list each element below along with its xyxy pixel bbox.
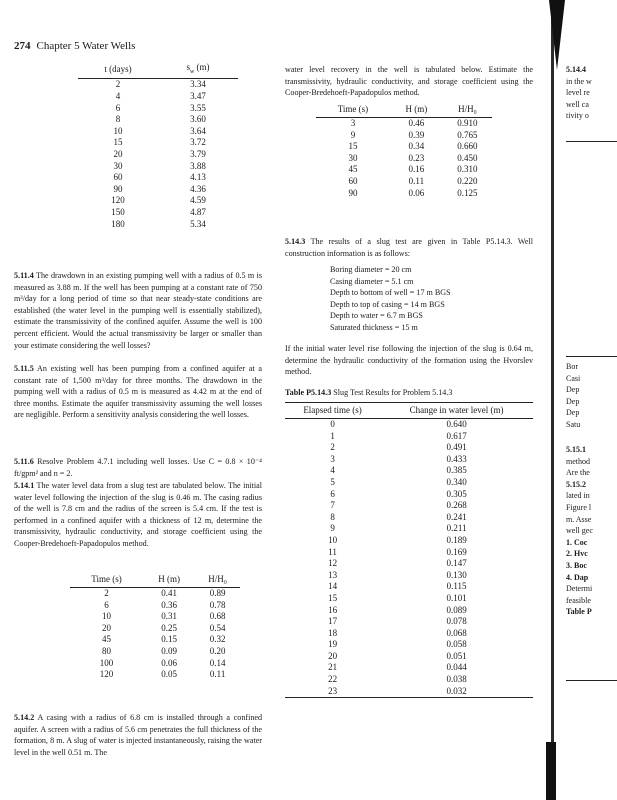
table-cell: 3.47 [190, 90, 206, 101]
problem-number: 5.11.4 [14, 271, 34, 280]
table-cell: 4.87 [190, 206, 206, 217]
table-cell: 0.450 [457, 152, 478, 163]
table-cell: 0.36 [161, 599, 178, 610]
next-page-line: in the w [566, 76, 592, 86]
table-cell: 0.16 [408, 164, 425, 175]
column-header: H (m) [143, 572, 195, 588]
problem-number: 5.11.6 [14, 457, 34, 466]
table-cell: 3.88 [190, 160, 206, 171]
table-cell: 0.06 [408, 187, 425, 198]
table-row [285, 651, 533, 663]
table-row [285, 547, 533, 559]
table-cell: 19 [328, 639, 338, 650]
problem-text: The drawdown in an existing pumping well with a radius of 0.5 m is measured as 3.88 m. If the well has been pumping at a constant rate of 750 m³/day for a long period of time so that near steady-state conditions are established (the water level in the pumping well is essentially stabilized), estimate the transmissivity of the confined aquifer. Assume the well is 100 percent efficient. Would the actual transmissivity be larger or smaller than your estimate considering the well losses? [14, 271, 262, 350]
table-cell: 20 [328, 650, 338, 661]
table-cell: 22 [328, 674, 338, 685]
binding-shadow-bottom [546, 742, 556, 800]
table-row [285, 686, 533, 698]
table-row [78, 184, 238, 196]
table-cell: 120 [111, 195, 125, 206]
table-row [285, 419, 533, 431]
next-page-line: 2. Hvc [566, 549, 588, 559]
problem-text: Resolve Problem 4.7.1 including well losses. Use C = 0.8 × 10⁻⁴ ft/gpm² and n = 2. [14, 457, 262, 478]
next-page-line: 1. Coc [566, 537, 588, 547]
table-cell: 0.038 [446, 674, 467, 685]
table-row [285, 535, 533, 547]
next-page-line: Table P [566, 607, 592, 617]
table-cell: 3.79 [190, 148, 206, 159]
table-cell: 3.64 [190, 125, 206, 136]
next-page-line: Satu [566, 419, 581, 429]
table-cell: 0.54 [209, 622, 226, 633]
next-page-rule [566, 356, 617, 357]
next-page-line: method [566, 456, 590, 466]
problem-5-14-3-continued: If the initial water level rise following the injection of the slug is 0.64 m, determine the hydraulic conductivity of the formation using the Hvorslev method. [285, 344, 533, 377]
table-row [78, 114, 238, 126]
column-header: t (days) [78, 62, 158, 79]
table-label: Table P5.14.3 [285, 388, 332, 397]
table-cell: 10 [113, 125, 123, 136]
next-page-line: m. Asse [566, 514, 592, 524]
table-cell: 5.34 [190, 218, 206, 229]
table-cell: 0.25 [161, 622, 178, 633]
table-row [285, 628, 533, 640]
column-header: H/H₀ [195, 572, 240, 588]
table-title: Slug Test Results for Problem 5.14.3 [333, 388, 453, 397]
construction-item: Saturated thickness = 15 m [330, 322, 418, 332]
table-row [70, 646, 240, 658]
table-row [285, 477, 533, 489]
next-page-line: well ca [566, 99, 589, 109]
next-page-line: 5.15.1 [566, 445, 586, 454]
table-cell: 80 [102, 645, 112, 656]
table-cell: 30 [348, 152, 358, 163]
next-page-line: well gec [566, 526, 593, 536]
construction-item: Boring diameter = 20 cm [330, 265, 412, 274]
table-cell: 0.044 [446, 662, 467, 673]
table-cell: 0.20 [209, 645, 226, 656]
construction-item: Depth to bottom of well = 17 m BGS [330, 288, 451, 298]
table-cell: 45 [348, 164, 358, 175]
table-row [285, 674, 533, 686]
table-cell: 4.13 [190, 172, 206, 183]
next-page-line: Dep [566, 385, 580, 395]
next-page-line: Figure l [566, 502, 592, 512]
table-cell: 8 [330, 511, 335, 522]
next-page-line: lated in [566, 491, 590, 501]
next-page-line: Casi [566, 373, 581, 383]
table-cell: 0.051 [446, 650, 467, 661]
table-cell: 0.125 [457, 187, 478, 198]
table-cell: 90 [113, 183, 123, 194]
drawdown-table [78, 62, 238, 230]
table-cell: 0.068 [446, 627, 467, 638]
problem-number: 5.14.3 [285, 237, 306, 246]
next-page-line: Bor [566, 362, 578, 371]
table-row [316, 153, 492, 165]
recovery-table [316, 102, 492, 199]
table-cell: 0.340 [446, 476, 467, 487]
table-cell: 10 [328, 534, 338, 545]
table-cell: 17 [328, 616, 338, 627]
table-cell: 15 [113, 137, 123, 148]
table-cell: 0.05 [161, 669, 178, 680]
table-row [316, 130, 492, 142]
table-cell: 0.09 [161, 645, 178, 656]
table-cell: 11 [328, 546, 337, 557]
table-cell: 1 [330, 430, 335, 441]
table-cell: 16 [328, 604, 338, 615]
table-cell: 0.169 [446, 546, 467, 557]
table-cell: 60 [113, 172, 123, 183]
next-page-rule [566, 141, 617, 142]
table-cell: 2 [115, 79, 121, 90]
table-cell: 6 [115, 102, 121, 113]
column-header: Time (s) [316, 102, 390, 118]
table-cell: 18 [328, 627, 338, 638]
problem-text: The water level data from a slug test are tabulated below. The initial water level following the injection of the slug is 0.46 m. The casing radius of the well is 7.8 cm and the radius of the screen is 5.4 cm. If the test is performed in a confined aquifer with a thickness of 12 m, determine the transmissivity, hydraulic conductivity, and storage coefficient using the Cooper-Bredehoeft-Papadopulos method. [14, 481, 262, 548]
table-cell: 0.14 [209, 657, 226, 668]
table-cell: 7 [330, 500, 335, 511]
table-cell: 4 [330, 465, 335, 476]
table-row [285, 605, 533, 617]
table-row [316, 176, 492, 188]
problem-number: 5.14.2 [14, 713, 35, 722]
table-cell: 0.115 [446, 581, 467, 592]
table-row [285, 465, 533, 477]
table-cell: 9 [350, 129, 356, 140]
table-row [78, 91, 238, 103]
next-page-line: 5.14.4 [566, 65, 586, 74]
table-cell: 10 [102, 611, 112, 622]
table-row [78, 195, 238, 207]
problem-5-11-4 [14, 270, 262, 351]
table-row [285, 616, 533, 628]
table-cell: 3.34 [190, 79, 206, 90]
table-row [70, 623, 240, 635]
table-cell: 14 [328, 581, 338, 592]
table-cell: 0 [330, 419, 335, 429]
table-row [285, 523, 533, 535]
table-cell: 9 [330, 523, 335, 534]
problem-number: 5.14.1 [14, 481, 35, 490]
next-page-line: Dep [566, 408, 580, 418]
column-header: Elapsed time (s) [285, 403, 380, 419]
table-row [70, 600, 240, 612]
table-cell: 3 [330, 453, 335, 464]
problem-number: 5.11.5 [14, 364, 34, 373]
column-header: H/H₀ [443, 102, 492, 118]
table-cell: 3.55 [190, 102, 206, 113]
problem-5-11-6 [14, 456, 262, 479]
next-page-line: 5.15.2 [566, 479, 586, 489]
table-cell: 0.89 [209, 588, 226, 598]
table-cell: 100 [99, 657, 114, 668]
table-cell: 0.617 [446, 430, 467, 441]
table-cell: 6 [330, 488, 335, 499]
table-row [78, 137, 238, 149]
table-row [285, 500, 533, 512]
table-row [78, 219, 238, 231]
page-gutter [551, 0, 554, 800]
table-cell: 0.058 [446, 639, 467, 650]
page-header [14, 40, 135, 52]
table-cell: 0.268 [446, 500, 467, 511]
next-page-lower-text [566, 444, 617, 618]
binding-shadow-top [549, 0, 565, 70]
table-cell: 0.385 [446, 465, 467, 476]
table-cell: 0.11 [408, 175, 425, 186]
table-cell: 0.640 [446, 419, 467, 429]
table-cell: 2 [330, 442, 335, 453]
continued-text: water level recovery in the well is tabulated below. Estimate the transmissivity, hydraulic conductivity, and storage coefficient using the Cooper-Bredehoeft-Papadopulos method. [285, 65, 533, 98]
column-header: Change in water level (m) [380, 403, 533, 419]
table-row [285, 489, 533, 501]
table-row [70, 588, 240, 600]
table-cell: 0.46 [408, 118, 425, 128]
next-page-list [566, 361, 617, 431]
table-cell: 0.032 [446, 685, 467, 696]
table-cell: 4 [115, 90, 121, 101]
table-row [78, 207, 238, 219]
table-row [285, 558, 533, 570]
table-row [316, 188, 492, 200]
table-cell: 0.78 [209, 599, 226, 610]
table-cell: 0.310 [457, 164, 478, 175]
table-row [70, 634, 240, 646]
table-caption [285, 387, 533, 399]
table-cell: 0.101 [446, 592, 467, 603]
table-row [316, 118, 492, 130]
next-page-line: Dep [566, 396, 580, 406]
next-page-top-text [566, 64, 617, 122]
table-cell: 0.34 [408, 141, 425, 152]
table-row [78, 126, 238, 138]
table-cell: 150 [111, 206, 125, 217]
table-cell: 0.078 [446, 616, 467, 627]
table-row [285, 570, 533, 582]
table-cell: 5 [330, 476, 335, 487]
table-row [78, 172, 238, 184]
table-cell: 0.31 [161, 611, 178, 622]
problem-5-14-3 [285, 236, 533, 259]
table-row [285, 662, 533, 674]
table-cell: 0.147 [446, 558, 467, 569]
column-header: Time (s) [70, 572, 143, 588]
table-cell: 0.089 [446, 604, 467, 615]
page-number: 274 [14, 40, 31, 52]
problem-text: A casing with a radius of 6.8 cm is installed through a confined aquifer. A screen with a radius of 5.6 cm penetrates the full thickness of the formation, 8 m. A slug of water is injected instantaneously, raising the water level in the well 0.51 m. The [14, 713, 263, 757]
construction-item: Depth to water = 6.7 m BGS [330, 311, 423, 321]
table-cell: 45 [102, 634, 112, 645]
table-cell: 0.23 [408, 152, 425, 163]
next-page-line: tivity o [566, 111, 589, 121]
construction-item: Depth to top of casing = 14 m BGS [330, 299, 445, 309]
table-cell: 2 [104, 588, 109, 598]
table-cell: 120 [99, 669, 114, 680]
table-row [316, 141, 492, 153]
table-row [78, 103, 238, 115]
table-cell: 21 [328, 662, 338, 673]
table-cell: 8 [115, 114, 121, 125]
next-page-line: Determi [566, 584, 593, 594]
table-cell: 60 [348, 175, 358, 186]
table-row [316, 164, 492, 176]
construction-item: Casing diameter = 5.1 cm [330, 276, 414, 286]
table-cell: 0.41 [161, 588, 178, 598]
table-cell: 6 [104, 599, 109, 610]
table-row [78, 149, 238, 161]
table-cell: 20 [113, 148, 123, 159]
table-cell: 0.189 [446, 534, 467, 545]
table-cell: 0.130 [446, 569, 467, 580]
problem-5-11-5 [14, 363, 262, 421]
table-row [70, 611, 240, 623]
table-cell: 4.59 [190, 195, 206, 206]
table-cell: 0.241 [446, 511, 467, 522]
table-cell: 3.60 [190, 114, 206, 125]
table-cell: 90 [348, 187, 358, 198]
table-cell: 15 [328, 592, 338, 603]
table-cell: 0.910 [457, 118, 478, 128]
well-construction-list [330, 264, 530, 334]
table-cell: 23 [328, 685, 338, 696]
table-row [285, 581, 533, 593]
next-page-line: 3. Boc [566, 560, 587, 570]
table-cell: 0.491 [446, 442, 467, 453]
table-row [78, 79, 238, 91]
table-cell: 15 [348, 141, 358, 152]
table-row [285, 639, 533, 651]
table-row [285, 431, 533, 443]
table-cell: 3.72 [190, 137, 206, 148]
next-page-line: level re [566, 88, 590, 98]
next-page-line: feasible [566, 595, 591, 605]
problem-text: An existing well has been pumping from a confined aquifer at a constant rate of 1,500 m³/day for three months. The drawdown in the pumping well with a radius of 0.5 m is measured as 4.42 m at the end of three months. Estimate the aquifer transmissivity assuming the well losses are negligible. Perform a sensitivity analysis considering the well losses. [14, 364, 262, 420]
slug-results-table [285, 402, 533, 698]
table-row [70, 669, 240, 681]
next-page-rule [566, 680, 617, 681]
table-cell: 0.68 [209, 611, 226, 622]
table-cell: 12 [328, 558, 338, 569]
table-cell: 0.06 [161, 657, 178, 668]
table-cell: 180 [111, 218, 125, 229]
next-page-line: 4. Dap [566, 572, 589, 582]
table-row [285, 442, 533, 454]
table-cell: 0.39 [408, 129, 425, 140]
table-cell: 0.211 [446, 523, 467, 534]
table-row [285, 512, 533, 524]
table-row [285, 454, 533, 466]
table-cell: 0.32 [209, 634, 226, 645]
slug-test-table [70, 572, 240, 681]
column-header: $s_w$ (m) [158, 62, 238, 79]
table-cell: 0.305 [446, 488, 467, 499]
chapter-title: Chapter 5 Water Wells [36, 40, 136, 52]
table-cell: 3 [350, 118, 356, 128]
problem-text: The results of a slug test are given in Table P5.14.3. Well construction information is as follows: [285, 237, 533, 258]
table-cell: 0.15 [161, 634, 178, 645]
next-page-line: Are the [566, 468, 590, 478]
table-row [285, 593, 533, 605]
table-cell: 0.433 [446, 453, 467, 464]
column-header: H (m) [390, 102, 443, 118]
table-cell: 20 [102, 622, 112, 633]
table-cell: 4.36 [190, 183, 206, 194]
table-cell: 13 [328, 569, 338, 580]
table-cell: 30 [113, 160, 123, 171]
table-row [78, 161, 238, 173]
table-cell: 0.220 [457, 175, 478, 186]
problem-5-14-1 [14, 480, 262, 550]
problem-5-14-2 [14, 712, 262, 758]
table-cell: 0.660 [457, 141, 478, 152]
table-cell: 0.765 [457, 129, 478, 140]
table-cell: 0.11 [209, 669, 226, 680]
table-row [70, 658, 240, 670]
